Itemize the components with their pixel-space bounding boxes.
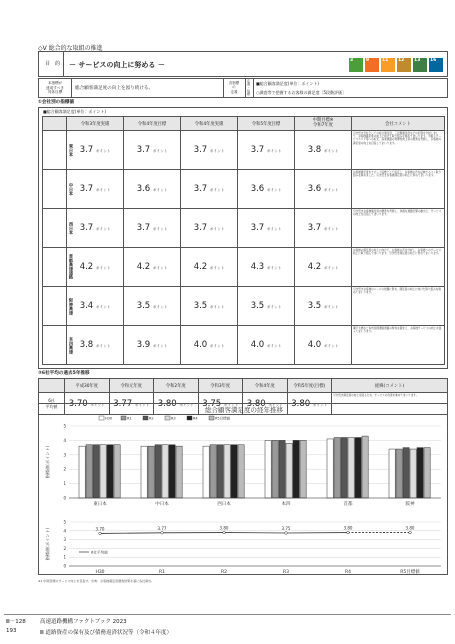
- y-axis-label: 指標値(ポイント): [45, 445, 50, 479]
- value-unit: ポイント: [95, 188, 111, 192]
- bar: [362, 436, 368, 498]
- avg-value-number: 3.77: [113, 398, 133, 409]
- avg-comment-header: 経緯(コメント): [332, 379, 448, 393]
- value-number: 4.0: [250, 340, 265, 350]
- avg-value-unit: ポイント: [312, 402, 328, 407]
- col-header: 令和4年度実績: [181, 117, 238, 131]
- company-comment: 引き続きお客様のニーズの把握に努め、満足度の向上に向けた取り組みを進めてまいります。: [352, 287, 445, 326]
- value-cell: [181, 248, 238, 287]
- sdg-goal-icon: [381, 58, 395, 72]
- y-tick-label: 5: [63, 519, 66, 525]
- avg-col-header: 令和元年度: [109, 379, 154, 393]
- company-comment: 瀬戸大橋など本州四国連絡道路の特性を踏まえ、お客様サービスの向上を図ってまいります。: [352, 326, 445, 365]
- value-cell: [67, 326, 124, 365]
- value-cell: [124, 170, 181, 209]
- value-unit: ポイント: [266, 344, 282, 348]
- value-unit: ポイント: [152, 266, 168, 270]
- avg-value-unit: ポイント: [223, 402, 239, 407]
- avg-comment: 引き続き満足度の向上を図るため、サービスの改善を進めてまいります。: [332, 393, 448, 415]
- sdg-goal-number: 13: [414, 58, 421, 63]
- value-number: 3.5: [250, 301, 265, 311]
- legend-label: 6社平均値: [91, 550, 108, 555]
- note: ※1 中期目標のサービス向上を目指す。出典：お客様満足度調査結果を基に各社算出。: [38, 579, 155, 583]
- value-cell: [124, 326, 181, 365]
- value-number: 4.0: [193, 340, 208, 350]
- legend-label: R4: [193, 416, 198, 421]
- value-cell: [181, 131, 238, 170]
- def-1: ■総合顧客満足度(単位：ポイント): [256, 81, 319, 86]
- value-number: 3.7: [307, 223, 322, 233]
- value-unit: ポイント: [209, 305, 225, 309]
- value-unit: ポイント: [152, 344, 168, 348]
- value-unit: ポイント: [323, 227, 339, 231]
- col-header: 令和4年度目標: [124, 117, 181, 131]
- value-unit: ポイント: [323, 266, 339, 270]
- x-tick-label: R2: [221, 570, 227, 575]
- y-tick-label: 1: [63, 481, 66, 487]
- value-unit: ポイント: [266, 188, 282, 192]
- company-name: 西日本: [69, 221, 74, 235]
- data-label: 3.75: [281, 526, 291, 531]
- value-cell: [181, 170, 238, 209]
- y-tick-label: 3: [63, 537, 66, 543]
- company-comment: お客様の満足度の向上に向けて、お客様の声を分析し、お客様へのサービス向上に取り組んでまいります。引き続き満足度の向上に努めてまいります。: [352, 248, 445, 287]
- bar: [210, 445, 216, 498]
- y-tick-label: 2: [63, 545, 66, 551]
- sdg-goal-number: 11: [382, 58, 389, 63]
- table-row: [43, 248, 445, 287]
- bar: [148, 446, 154, 498]
- y-tick-label: 0: [63, 495, 66, 501]
- value-unit: ポイント: [323, 344, 339, 348]
- value-unit: ポイント: [209, 266, 225, 270]
- value-number: 4.3: [250, 262, 265, 272]
- bar: [203, 446, 209, 498]
- data-point: [347, 531, 350, 534]
- col-header: 中期目標※ 令和7年度: [295, 117, 352, 131]
- value-number: 4.2: [193, 262, 208, 272]
- bar: [169, 445, 175, 498]
- avg-row-label: 6社 平均値: [39, 393, 65, 415]
- avg-value-unit: ポイント: [268, 402, 283, 407]
- value-number: 3.7: [193, 184, 208, 194]
- bar: [341, 438, 347, 498]
- value-unit: ポイント: [323, 305, 339, 309]
- value-number: 4.2: [136, 262, 151, 272]
- x-tick-label: R4: [345, 570, 351, 575]
- sdg-goal-icon: [397, 58, 411, 72]
- y-tick-label: 2: [63, 466, 66, 472]
- x-tick-label: 中日本: [155, 502, 169, 507]
- value-number: 3.5: [307, 301, 322, 311]
- company-name: 本四高速: [69, 336, 74, 354]
- value-unit: ポイント: [266, 227, 282, 231]
- data-label: 3.80: [343, 525, 353, 531]
- legend-swatch: [99, 416, 104, 420]
- value-cell: [238, 326, 295, 365]
- y-tick-label: 3: [63, 452, 66, 458]
- table-row: [43, 209, 445, 248]
- x-tick-label: R3: [283, 570, 289, 575]
- avg-col-header: 令和3年度: [198, 379, 243, 393]
- value-number: 3.7: [193, 145, 208, 155]
- charts-svg: [39, 404, 449, 576]
- value-number: 3.6: [250, 184, 265, 194]
- value-number: 3.4: [79, 301, 94, 311]
- bar: [410, 449, 416, 498]
- y-axis-label: 指標値(ポイント): [45, 527, 50, 561]
- value-unit: ポイント: [266, 305, 282, 309]
- value-cell: [124, 287, 181, 326]
- data-point: [161, 532, 164, 535]
- bar: [162, 445, 168, 498]
- def-2: ○調査等で把握するお客様の満足度［5段階評価］: [256, 90, 347, 95]
- value-cell: [295, 326, 352, 365]
- value-unit: ポイント: [152, 227, 168, 231]
- bar: [176, 446, 182, 498]
- sdg-icons: [347, 57, 443, 76]
- table-row: [43, 326, 445, 365]
- value-cell: [124, 209, 181, 248]
- value-number: 3.9: [136, 340, 151, 350]
- bar: [424, 448, 430, 498]
- x-tick-label: 首都: [343, 502, 353, 507]
- value-cell: [67, 209, 124, 248]
- legend-label: R5目標値: [215, 416, 231, 421]
- value-unit: ポイント: [95, 149, 111, 153]
- data-label: 3.70: [95, 526, 105, 532]
- company-name: 中日本: [69, 182, 74, 196]
- bar: [114, 445, 120, 498]
- bar: [389, 449, 395, 498]
- value-cell: [238, 287, 295, 326]
- bar: [107, 445, 113, 498]
- data-label: 3.80: [219, 525, 229, 531]
- value-unit: ポイント: [209, 149, 225, 153]
- sdg-goal-icon: [429, 58, 443, 72]
- value-number: 3.6: [136, 184, 151, 194]
- bar: [224, 445, 230, 498]
- value-cell: [181, 209, 238, 248]
- value-number: 3.7: [136, 223, 151, 233]
- value-cell: [295, 209, 352, 248]
- value-unit: ポイント: [152, 149, 168, 153]
- value-number: 3.7: [193, 223, 208, 233]
- data-point: [409, 531, 412, 534]
- data-label: 3.80: [405, 525, 415, 531]
- legend-swatch: [165, 416, 170, 420]
- value-cell: [124, 248, 181, 287]
- value-unit: ポイント: [266, 266, 282, 270]
- data-point: [99, 532, 102, 535]
- value-number: 3.7: [250, 223, 265, 233]
- value-number: 3.5: [193, 301, 208, 311]
- bar: [217, 445, 223, 498]
- bar: [300, 440, 306, 498]
- company-name: 首都高速道路: [69, 254, 74, 280]
- legend-label: R3: [171, 416, 176, 421]
- value-number: 3.7: [79, 184, 94, 194]
- goal-row: [38, 78, 448, 98]
- y-tick-label: 0: [63, 563, 66, 569]
- value-number: 4.2: [79, 262, 94, 272]
- bar: [279, 440, 285, 498]
- value-cell: [124, 131, 181, 170]
- company-name: 阪神高速: [69, 297, 74, 315]
- chart-title: 総合顧客満足度の経年推移: [205, 406, 283, 414]
- legend-swatch: [143, 416, 148, 420]
- value-unit: ポイント: [209, 344, 225, 348]
- chapter-title: Ⅲ 道路資産の保有及び債務返済状況等（令和４年度）: [40, 630, 173, 636]
- value-number: 3.7: [136, 145, 151, 155]
- sdg-goal-number: 3: [350, 58, 354, 63]
- page-code: Ⅲ－128: [6, 619, 26, 625]
- x-tick-label: R5目標値: [400, 570, 420, 575]
- avg-col-header: 令和4年度: [243, 379, 288, 393]
- bar: [265, 440, 271, 498]
- comment-header: 会社コメント: [352, 117, 445, 131]
- legend-label: R1: [127, 416, 132, 421]
- value-number: 4.2: [307, 262, 322, 272]
- goal-label: 本指標が 達成すべき 具体目標: [46, 81, 64, 95]
- avg-value-number: 3.70: [68, 398, 88, 409]
- x-tick-label: 本四: [281, 502, 291, 507]
- value-cell: [295, 170, 352, 209]
- value-cell: [181, 326, 238, 365]
- sec2-title: ②6社平均の過去5年推移: [38, 371, 90, 376]
- value-unit: ポイント: [209, 227, 225, 231]
- col-header: 令和5年度目標: [238, 117, 295, 131]
- avg-value-unit: ポイント: [90, 402, 105, 407]
- value-number: 3.8: [79, 340, 94, 350]
- legend-swatch: [187, 416, 192, 420]
- value-cell: [67, 287, 124, 326]
- data-point: [223, 531, 226, 534]
- avg-col-header: 平成30年度: [65, 379, 110, 393]
- value-number: 3.6: [307, 184, 322, 194]
- company-comment: 引き続き会社としての総合満足度、三段階満足度などの回答を分析しまして、お客様満足度の向上に向けて取り組みを進めてまいります。今後もサービスエリア等への拡充、高速道路の利便性向上等の施策を実施し、お客様の満足度の向上を目指してまいります。: [352, 131, 445, 170]
- legend-swatch: [209, 416, 214, 420]
- chart-box: [38, 403, 448, 575]
- value-unit: ポイント: [95, 227, 111, 231]
- legend-label: R2: [149, 416, 154, 421]
- company-comment: 引き続きお客様満足度の調査を実施し、快適な道路空間の創出と、サービスの向上を目指してまいります。: [352, 209, 445, 248]
- x-tick-label: 阪神: [405, 502, 415, 507]
- x-tick-label: R1: [159, 570, 165, 575]
- sdg-goal-number: 16: [430, 58, 437, 63]
- avg-value-number: 3.80: [291, 398, 311, 409]
- value-cell: [67, 248, 124, 287]
- company-table: [42, 116, 445, 365]
- x-tick-label: H30: [95, 570, 105, 575]
- value-cell: [238, 248, 295, 287]
- value-number: 3.7: [79, 145, 94, 155]
- company-comment: お客様満足度をリピート指標として設定し、お客様の声を反映するべく取り組みを進めました。引き続きお客様満足度の向上に努めてまいります。: [352, 170, 445, 209]
- table-row: [43, 131, 445, 170]
- value-number: 4.0: [307, 340, 322, 350]
- bar: [293, 440, 299, 498]
- sdg-goal-number: 9: [366, 58, 370, 63]
- value-cell: [238, 170, 295, 209]
- table-row: [43, 170, 445, 209]
- value-cell: [295, 287, 352, 326]
- sdg-goal-icon: [365, 58, 379, 72]
- book-title: 高速道路機構ファクトブック 2023: [40, 619, 127, 625]
- table-header: [43, 117, 445, 131]
- bar: [79, 446, 85, 498]
- purpose-text: － サービスの向上に努める －: [69, 61, 165, 69]
- value-cell: [67, 170, 124, 209]
- value-cell: [67, 131, 124, 170]
- value-cell: [181, 287, 238, 326]
- value-number: 3.7: [250, 145, 265, 155]
- data-label: 3.77: [157, 525, 167, 531]
- value-cell: [238, 209, 295, 248]
- value-number: 3.8: [307, 145, 322, 155]
- bar: [417, 448, 423, 498]
- bar: [86, 445, 92, 498]
- bar: [231, 445, 237, 498]
- bar: [403, 448, 409, 498]
- bar: [286, 443, 292, 498]
- sdg-goal-icon: [413, 58, 427, 72]
- y-tick-label: 1: [63, 554, 66, 560]
- value-number: 3.7: [79, 223, 94, 233]
- value-unit: ポイント: [209, 188, 225, 192]
- value-unit: ポイント: [152, 188, 168, 192]
- sec1-title: ①会社別の指標値: [38, 100, 75, 105]
- table-row: [43, 287, 445, 326]
- avg-value-number: 3.75: [202, 398, 222, 409]
- value-unit: ポイント: [95, 344, 111, 348]
- company-name: 東日本: [69, 143, 74, 157]
- avg-value-number: 3.80: [246, 398, 266, 409]
- avg-col-header: 令和5年度(目標): [287, 379, 332, 393]
- legend-label: H30: [105, 416, 113, 421]
- purpose-label: 目 的: [45, 61, 61, 67]
- value-cell: [295, 131, 352, 170]
- bar: [355, 438, 361, 498]
- purpose-box: [38, 51, 448, 77]
- bar: [155, 445, 161, 498]
- bar: [272, 440, 278, 498]
- bar: [334, 438, 340, 498]
- section-title: ◇Ⅴ 総合的な取組の推進: [38, 45, 103, 52]
- avg-col-header: 令和2年度: [154, 379, 199, 393]
- bar: [396, 449, 402, 498]
- bar: [100, 445, 106, 498]
- y-tick-label: 5: [63, 423, 66, 429]
- sdg-goal-number: 12: [398, 58, 405, 63]
- value-cell: [238, 131, 295, 170]
- value-unit: ポイント: [323, 149, 339, 153]
- value-unit: ポイント: [95, 305, 111, 309]
- value-number: 3.5: [136, 301, 151, 311]
- y-tick-label: 4: [63, 437, 66, 443]
- legend-swatch: [121, 416, 126, 420]
- x-tick-label: 西日本: [217, 502, 231, 507]
- value-unit: ポイント: [323, 188, 339, 192]
- sdg-goal-icon: [349, 58, 363, 72]
- sec1-box: [38, 107, 448, 369]
- avg-value-number: 3.80: [157, 398, 177, 409]
- sec1-sub: ■総合顧客満足度(単位：ポイント): [43, 109, 106, 114]
- col-header: 令和3年度実績: [67, 117, 124, 131]
- goal-text: 総合顧客満足度の向上を図り続ける。: [75, 86, 154, 91]
- bar: [348, 438, 354, 498]
- avg-value-unit: ポイント: [179, 402, 194, 407]
- data-point: [285, 532, 288, 535]
- value-cell: [295, 248, 352, 287]
- bar: [238, 445, 244, 498]
- y-tick-label: 4: [63, 528, 66, 534]
- x-tick-label: 東日本: [93, 502, 107, 507]
- value-unit: ポイント: [95, 266, 111, 270]
- avg-value-unit: ポイント: [134, 402, 150, 407]
- bar: [141, 446, 147, 498]
- page-number: 193: [6, 628, 17, 634]
- value-unit: ポイント: [152, 305, 168, 309]
- defs-side: 定 義 ・ 指 標: [247, 79, 251, 97]
- bar: [93, 445, 99, 498]
- value-unit: ポイント: [266, 149, 282, 153]
- bar: [327, 439, 333, 498]
- indicator-label: 各指標 の 定義: [228, 81, 240, 94]
